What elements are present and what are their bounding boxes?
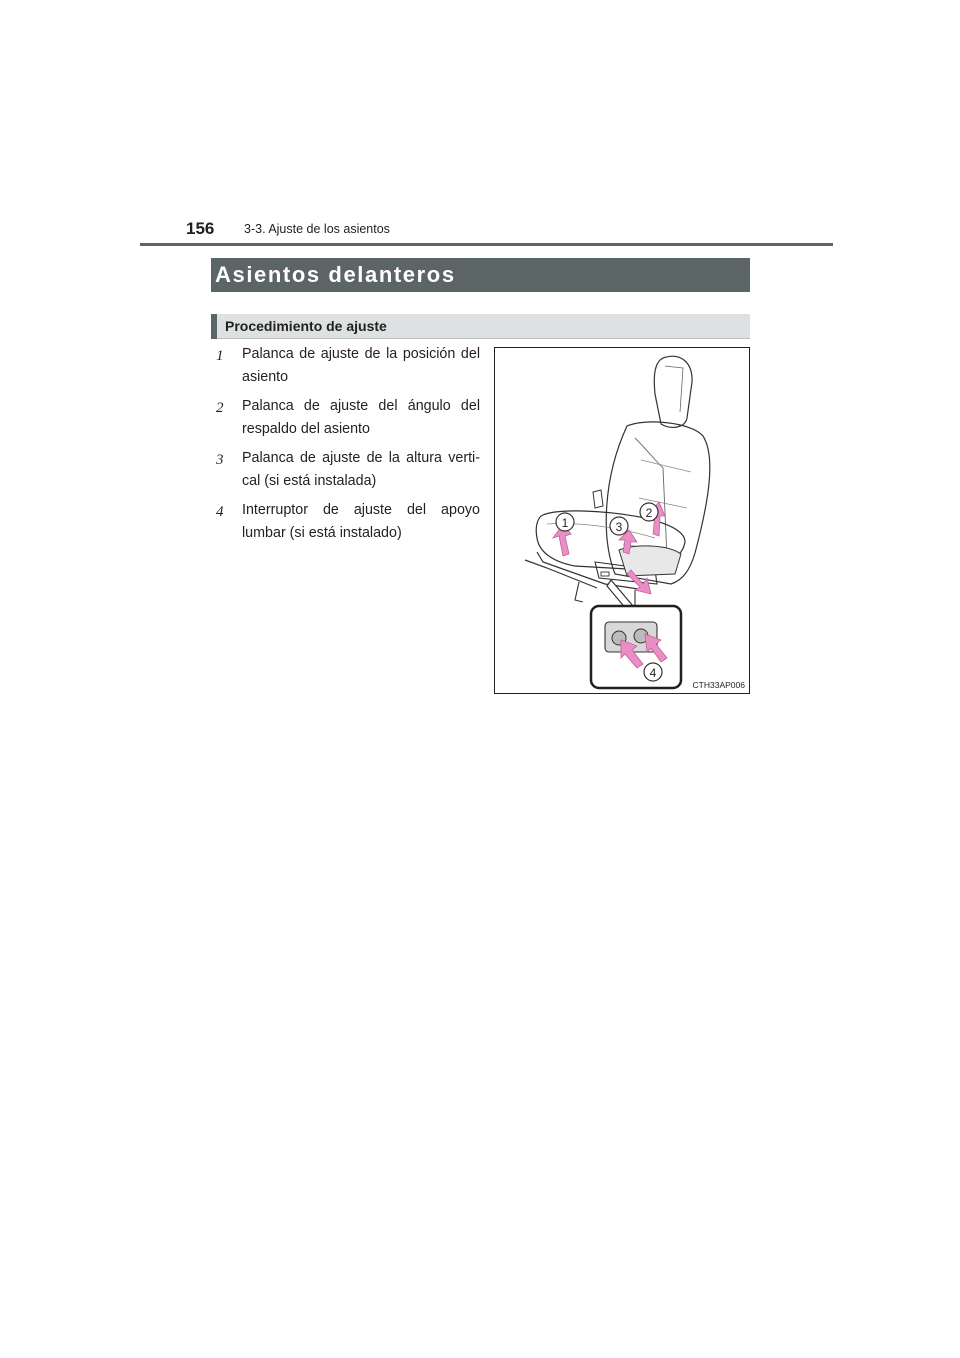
- item-text: Palanca de ajuste del ángulo del respaldo del asiento: [242, 398, 480, 437]
- list-item: [216, 447, 480, 493]
- header-rule: [140, 243, 833, 246]
- figure-code: CTH33AP006: [692, 680, 745, 690]
- lumbar-switch-small: [601, 572, 609, 576]
- item-number: 1: [216, 348, 224, 364]
- item-number: 4: [216, 504, 224, 520]
- page-number: 156: [186, 219, 215, 238]
- svg-text:1: 1: [561, 516, 569, 530]
- svg-text:2: 2: [645, 506, 653, 520]
- buckle: [593, 490, 603, 508]
- item-text: Interruptor de ajuste del apoyo lumbar (si está instalado): [242, 502, 480, 541]
- list-item: [216, 499, 480, 545]
- subsection-title: Procedimiento de ajuste: [225, 318, 387, 334]
- item-number: 2: [216, 400, 224, 416]
- list-item: [216, 343, 480, 389]
- adjustment-list: [216, 343, 480, 551]
- running-head: 3-3. Ajuste de los asientos: [244, 222, 390, 236]
- item-text: Palanca de ajuste de la posición del asiento: [242, 346, 480, 385]
- seat-drawing: [495, 348, 749, 693]
- item-number: 3: [216, 452, 224, 468]
- seat-illustration: [494, 347, 750, 694]
- list-item: [216, 395, 480, 441]
- svg-text:3: 3: [615, 520, 623, 534]
- svg-text:4: 4: [649, 666, 657, 680]
- subsection-marker: [211, 314, 217, 339]
- headrest-detail: [665, 366, 683, 412]
- section-title: Asientos delanteros: [215, 262, 456, 287]
- item-text: Palanca de ajuste de la altura verti-cal (si está instalada): [242, 450, 480, 489]
